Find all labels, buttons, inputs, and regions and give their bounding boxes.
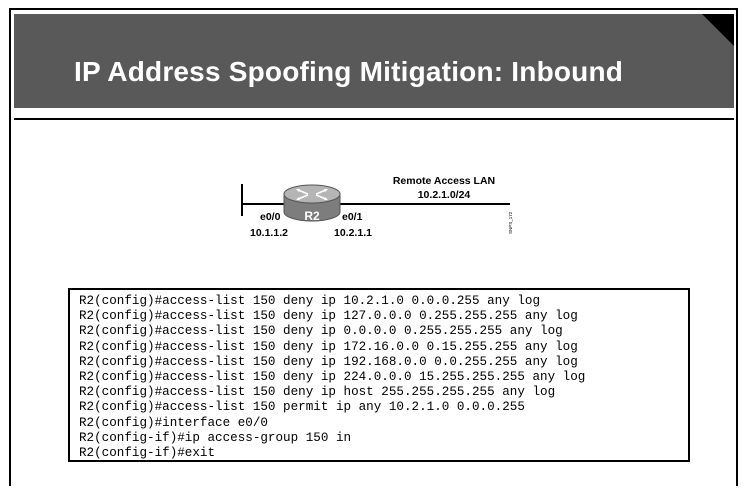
config-line: R2(config)#access-list 150 deny ip host 255.255.255.255 any log	[79, 385, 556, 400]
page-corner-decoration	[702, 14, 734, 46]
config-line: R2(config)#access-list 150 permit ip any 10.2.1.0 0.0.0.255	[79, 400, 525, 415]
lan-subnet-label: 10.2.1.0/24	[417, 189, 471, 201]
network-diagram	[230, 168, 530, 248]
left-ip-label: 10.1.1.2	[250, 227, 288, 239]
left-interface-label: e0/0	[260, 211, 281, 223]
right-interface-label: e0/1	[342, 211, 363, 223]
slide-title: IP Address Spoofing Mitigation: Inbound	[74, 56, 624, 87]
right-ip-label: 10.2.1.1	[334, 227, 372, 239]
title-divider	[14, 118, 734, 120]
title-banner	[14, 14, 734, 108]
config-line: R2(config-if)#exit	[79, 445, 216, 460]
config-line: R2(config)#access-list 150 deny ip 0.0.0.0 0.255.255.255 any log	[79, 324, 563, 339]
figure-id-label: SNPS_172	[508, 211, 513, 234]
config-line: R2(config)#access-list 150 deny ip 10.2.1.0 0.0.0.255 any log	[79, 294, 541, 308]
config-line: R2(config)#access-list 150 deny ip 172.16.0.0 0.15.255.255 any log	[79, 339, 578, 354]
config-line: R2(config)#access-list 150 deny ip 127.0.0.0 0.255.255.255 any log	[79, 309, 578, 324]
config-line: R2(config)#access-list 150 deny ip 224.0.0.0 15.255.255.255 any log	[79, 369, 586, 384]
config-code-box	[68, 288, 690, 462]
config-line: R2(config)#access-list 150 deny ip 192.168.0.0 0.0.255.255 any log	[79, 354, 578, 369]
config-line: R2(config-if)#ip access-group 150 in	[79, 430, 352, 445]
router-label: R2	[304, 209, 320, 223]
lan-name-label: Remote Access LAN	[392, 175, 496, 187]
router-r2-icon	[284, 185, 340, 223]
config-line: R2(config)#interface e0/0	[79, 415, 268, 430]
